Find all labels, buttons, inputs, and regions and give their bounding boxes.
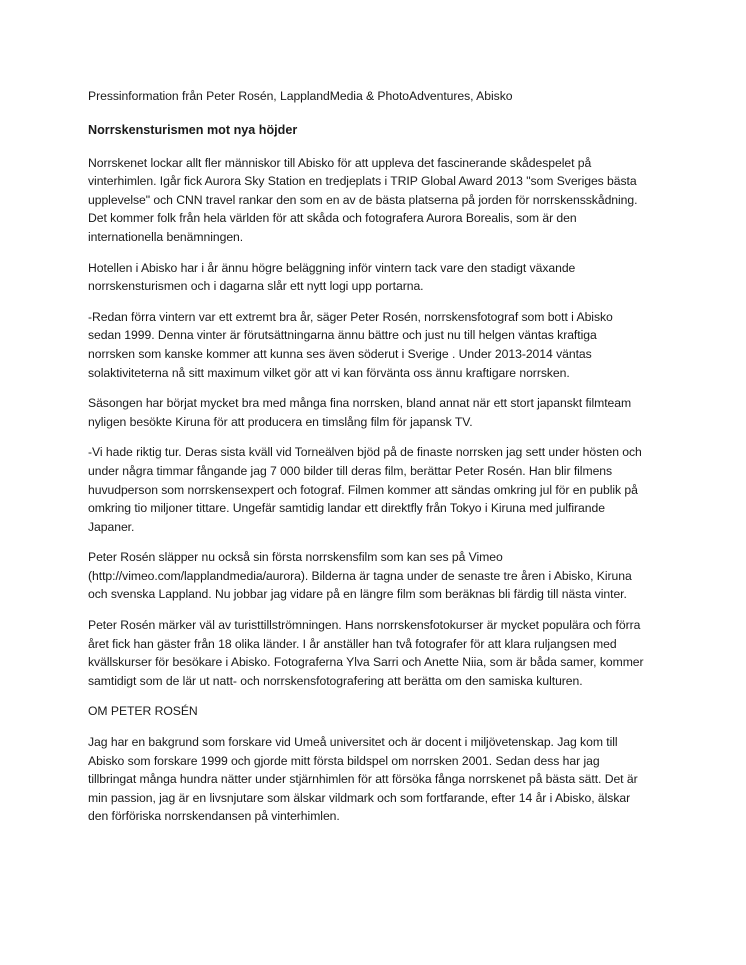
- paragraph-line: omkring tio miljoner tittare. Ungefär samtidig landar ett direktfly från Tokyo i Kiruna med julfirande: [88, 501, 605, 516]
- paragraph-5: [88, 443, 668, 536]
- paragraph-line: -Redan förra vintern var ett extremt bra år, säger Peter Rosén, norrskensfotograf som bott i Abisko: [88, 309, 613, 324]
- paragraph-line: tillbringat många hundra nätter under stjärnhimlen för att försöka fånga norrskenet på bästa sätt. Det är: [88, 772, 638, 787]
- paragraph-line: norrsken som kanske kommer att kunna ses även söderut i Sverige . Under 2013-2014 väntas: [88, 346, 592, 361]
- paragraph-line: solaktiviteterna nå sitt maximum vilket gör att vi kan förvänta oss ännu kraftigare norrsken.: [88, 365, 570, 380]
- paragraph-line: Hotellen i Abisko har i år ännu högre beläggning inför vintern tack vare den stadigt växande: [88, 260, 576, 275]
- paragraph-7: [88, 616, 668, 690]
- paragraph-line: Norrskenet lockar allt fler människor till Abisko för att uppleva det fascinerande skådespelet på: [88, 155, 592, 170]
- paragraph-line: Det kommer folk från hela världen för att skåda och fotografera Aurora Borealis, som är den: [88, 211, 577, 226]
- paragraph-2: [88, 259, 668, 296]
- paragraph-line: Peter Rosén märker väl av turisttillströmningen. Hans norrskensfotokurser är mycket populära och förra: [88, 618, 641, 633]
- press-header: [88, 87, 668, 106]
- paragraph-line: Japaner.: [88, 519, 135, 534]
- press-header-text: Pressinformation från Peter Rosén, LapplandMedia & PhotoAdventures, Abisko: [88, 89, 513, 103]
- paragraph-line: året fick han gäster från 18 olika länder. I år anställer han två fotografer för att klara ruljangsen med: [88, 636, 617, 651]
- about-paragraph: [88, 733, 668, 826]
- paragraph-line: internationella benämningen.: [88, 229, 244, 244]
- paragraph-line: kvällskurser för besökare i Abisko. Fotograferna Ylva Sarri och Anette Niia, som är båda samer, kommer: [88, 655, 644, 670]
- paragraph-6: [88, 548, 668, 604]
- paragraph-line: Säsongen har börjat mycket bra med många fina norrsken, bland annat när ett stort japanskt filmteam: [88, 396, 632, 411]
- document-title: Norrskensturismen mot nya höjder: [88, 122, 298, 137]
- paragraph-line: -Vi hade riktig tur. Deras sista kväll vid Torneälven bjöd på de finaste norrsken jag sett under hösten och: [88, 445, 642, 460]
- paragraph-line: min passion, jag är en livsnjutare som älskar vildmark och som fortfarande, efter 14 år i Abisko, älskar: [88, 790, 631, 805]
- paragraph-line: och svenska Lappland. Nu jobbar jag vidare på en längre film som beräknas bli färdig till nästa vinter.: [88, 587, 627, 602]
- paragraph-line: nyligen besökte Kiruna för att producera en timslång film för japansk TV.: [88, 414, 473, 429]
- paragraph-1: [88, 154, 668, 247]
- paragraph-line: vinterhimlen. Igår fick Aurora Sky Station en tredjeplats i TRIP Global Award 2013 "som Sveriges bästa: [88, 174, 637, 189]
- paragraph-3: [88, 308, 668, 382]
- paragraph-line: Jag har en bakgrund som forskare vid Umeå universitet och är docent i miljövetenskap. Jag kom till: [88, 735, 618, 750]
- about-heading: [88, 702, 668, 721]
- paragraph-line: samtidigt som de lär ut natt- och norrskensfotografering att berätta om den samiska kulturen.: [88, 673, 583, 688]
- about-heading-text: OM PETER ROSÉN: [88, 704, 198, 719]
- document-page: [88, 87, 668, 838]
- paragraph-line: (http://vimeo.com/lapplandmedia/aurora). Bilderna är tagna under de senaste tre åren i Abisko, Kiruna: [88, 568, 632, 583]
- paragraph-line: huvudperson som norrskensexpert och fotograf. Filmen kommer att sändas omkring jul för en publik på: [88, 482, 638, 497]
- paragraph-line: Peter Rosén släpper nu också sin första norrskensfilm som kan ses på Vimeo: [88, 550, 503, 565]
- paragraph-line: den förföriska norrskendansen på vinterhimlen.: [88, 809, 340, 824]
- paragraph-line: Abisko som forskare 1999 och gjorde mitt första bildspel om norrsken 2001. Sedan dess har jag: [88, 753, 600, 768]
- paragraph-line: under några timmar fångande jag 7 000 bilder till deras film, berättar Peter Rosén. Han blir filmens: [88, 463, 613, 478]
- paragraph-line: norrskensturismen och i dagarna slår ett nytt logi upp portarna.: [88, 279, 424, 294]
- paragraph-line: upplevelse" och CNN travel rankar den som en av de bästa platserna på jorden för norrskensskådning.: [88, 192, 638, 207]
- paragraph-4: [88, 394, 668, 431]
- paragraph-line: sedan 1999. Denna vinter är förutsättningarna ännu bättre och just nu till helgen väntas kraftiga: [88, 328, 597, 343]
